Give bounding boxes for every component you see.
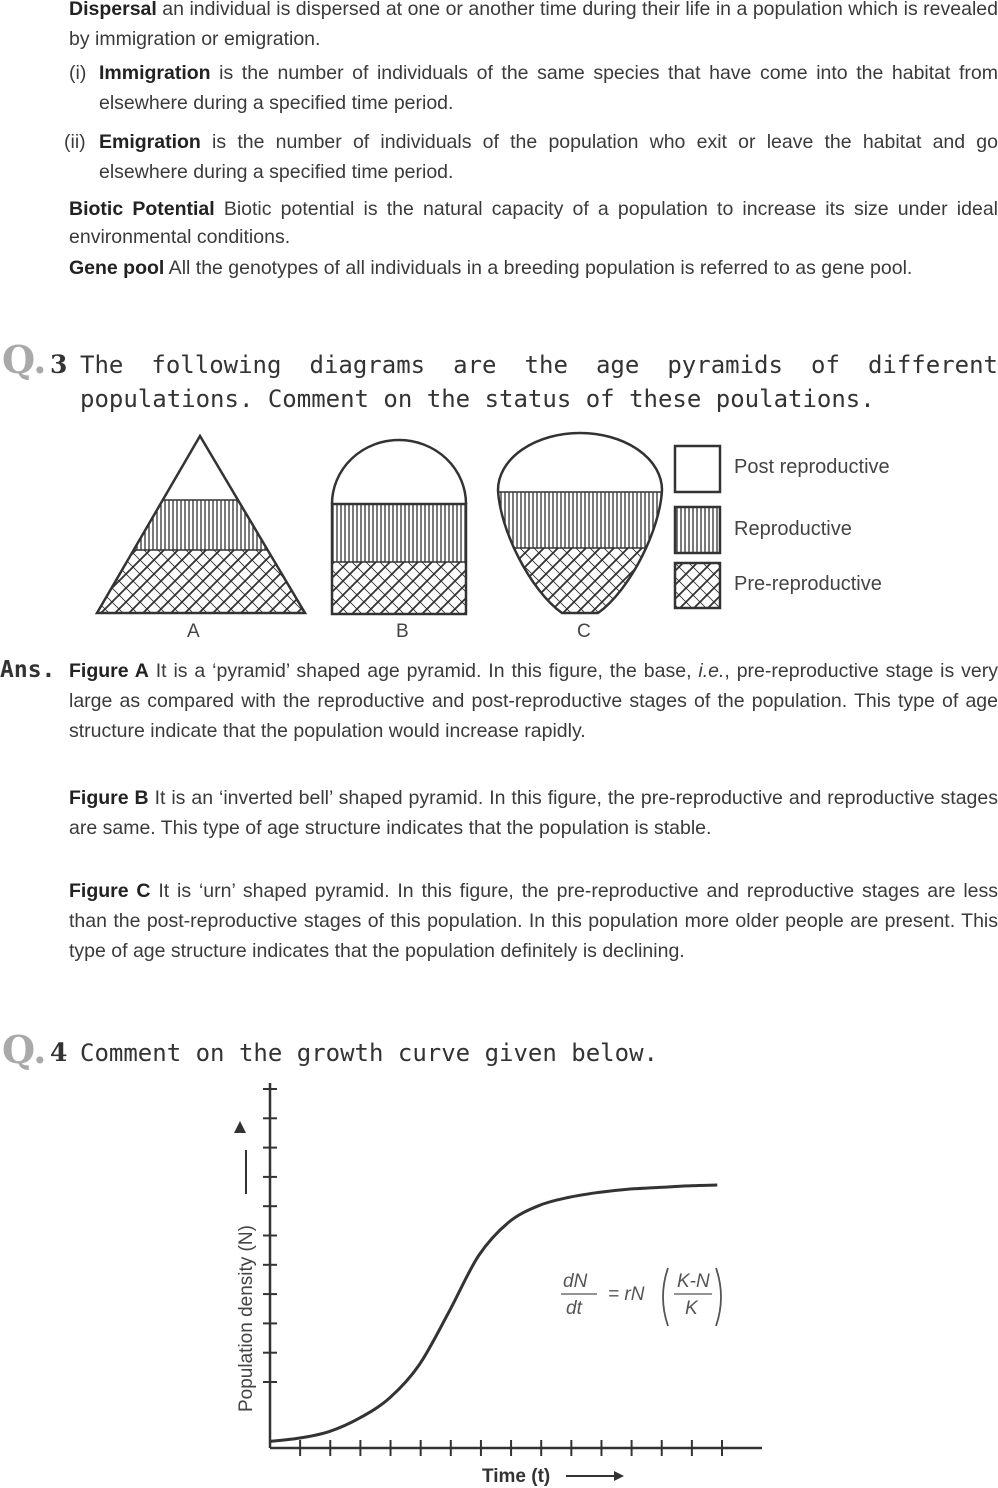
q4-question-text: Comment on the growth curve given below.: [80, 1039, 658, 1067]
dispersal-definition: [69, 0, 998, 54]
x-axis-label: Time (t): [482, 1466, 551, 1487]
legend-pre-label: Pre-reproductive: [734, 573, 882, 595]
figure-a-text-2: , pre-reproductive stage is very large as compared with the reproductive and post-reproductive stages of the population. This type of age structure indicate that the population would increase rapidly.: [69, 660, 998, 742]
pyramid-c: [490, 433, 670, 618]
equation-rn: = rN: [608, 1284, 645, 1305]
immigration-definition: [99, 58, 998, 118]
biotic-potential-definition: [69, 195, 998, 251]
pyramid-b: [332, 440, 466, 614]
y-axis-arrowhead: [234, 1121, 246, 1133]
equation-dt: dt: [566, 1298, 582, 1319]
figure-b-text: It is an ‘inverted bell’ shaped pyramid. In this figure, the pre-reproductive and reproductive stages are same. This type of age structure indicates that the population is stable.: [69, 787, 998, 839]
y-axis-label-group: [236, 1150, 257, 1412]
figure-b-label: B: [396, 621, 409, 642]
figure-a-answer: [69, 656, 998, 746]
x-axis-arrowhead: [614, 1471, 624, 1481]
chart-axes: [270, 1083, 762, 1448]
dispersal-term: Dispersal: [69, 0, 157, 20]
answer-label: Ans.: [0, 657, 56, 683]
legend-post-box: [675, 446, 720, 492]
q3-marker: Q.: [2, 337, 47, 382]
figure-c-answer: [69, 876, 998, 966]
logistic-equation: [561, 1268, 721, 1326]
y-axis-label: Population density (N): [236, 1225, 257, 1412]
gene-pool-definition: [69, 254, 998, 282]
growth-curve-chart: [0, 1075, 998, 1488]
figure-c-term: Figure C: [69, 880, 151, 902]
figure-c-label: C: [577, 621, 591, 642]
dispersal-text: an individual is dispersed at one or another time during their life in a population which is revealed by immigration or emigration.: [69, 0, 998, 50]
legend-repro-label: Reproductive: [734, 518, 852, 540]
legend-repro-box: [675, 507, 720, 553]
gene-pool-term: Gene pool: [69, 257, 165, 279]
figure-c-text: It is ‘urn’ shaped pyramid. In this figure, the pre-reproductive and reproductive stages are less than the post-reproductive stages of this population. In this population more older people are present. This type of age structure indicates that the population definitely is declining.: [69, 880, 998, 962]
biotic-potential-text: Biotic potential is the natural capacity of a population to increase its size under ideal environmental conditions.: [69, 198, 998, 248]
emigration-term: Emigration: [99, 131, 201, 153]
figure-a-text-ie: i.e.: [698, 660, 725, 682]
emigration-text: is the number of individuals of the population who exit or leave the habitat and go elsewhere during a specified time period.: [99, 131, 998, 183]
immigration-number: (i): [69, 62, 87, 84]
q3-question-text: The following diagrams are the age pyramids of different populations. Comment on the status of these poulations.: [80, 351, 998, 413]
pyramid-a: [90, 436, 310, 620]
emigration-number: (ii): [64, 131, 86, 153]
immigration-text: is the number of individuals of the same species that have come into the habitat from elsewhere during a specified time period.: [99, 62, 998, 114]
legend-post-label: Post reproductive: [734, 456, 890, 478]
figure-a-term: Figure A: [69, 660, 149, 682]
equation-dn: dN: [563, 1271, 588, 1292]
figure-b-term: Figure B: [69, 787, 149, 809]
immigration-term: Immigration: [99, 62, 211, 84]
q3-number: 3: [50, 350, 68, 379]
q4-number: 4: [50, 1038, 68, 1067]
emigration-definition: [99, 127, 998, 187]
q4-marker: Q.: [2, 1027, 47, 1072]
equation-k-minus-n: K-N: [677, 1271, 710, 1292]
figure-a-label: A: [187, 621, 200, 642]
equation-k: K: [685, 1298, 698, 1319]
gene-pool-text: All the genotypes of all individuals in a breeding population is referred to as gene pool.: [164, 257, 913, 279]
legend-pre-box: [675, 563, 720, 608]
growth-curve-line: [270, 1185, 717, 1441]
biotic-potential-term: Biotic Potential: [69, 198, 215, 220]
figure-a-text-1: It is a ‘pyramid’ shaped age pyramid. In this figure, the base,: [148, 660, 699, 682]
figure-b-answer: [69, 783, 998, 843]
